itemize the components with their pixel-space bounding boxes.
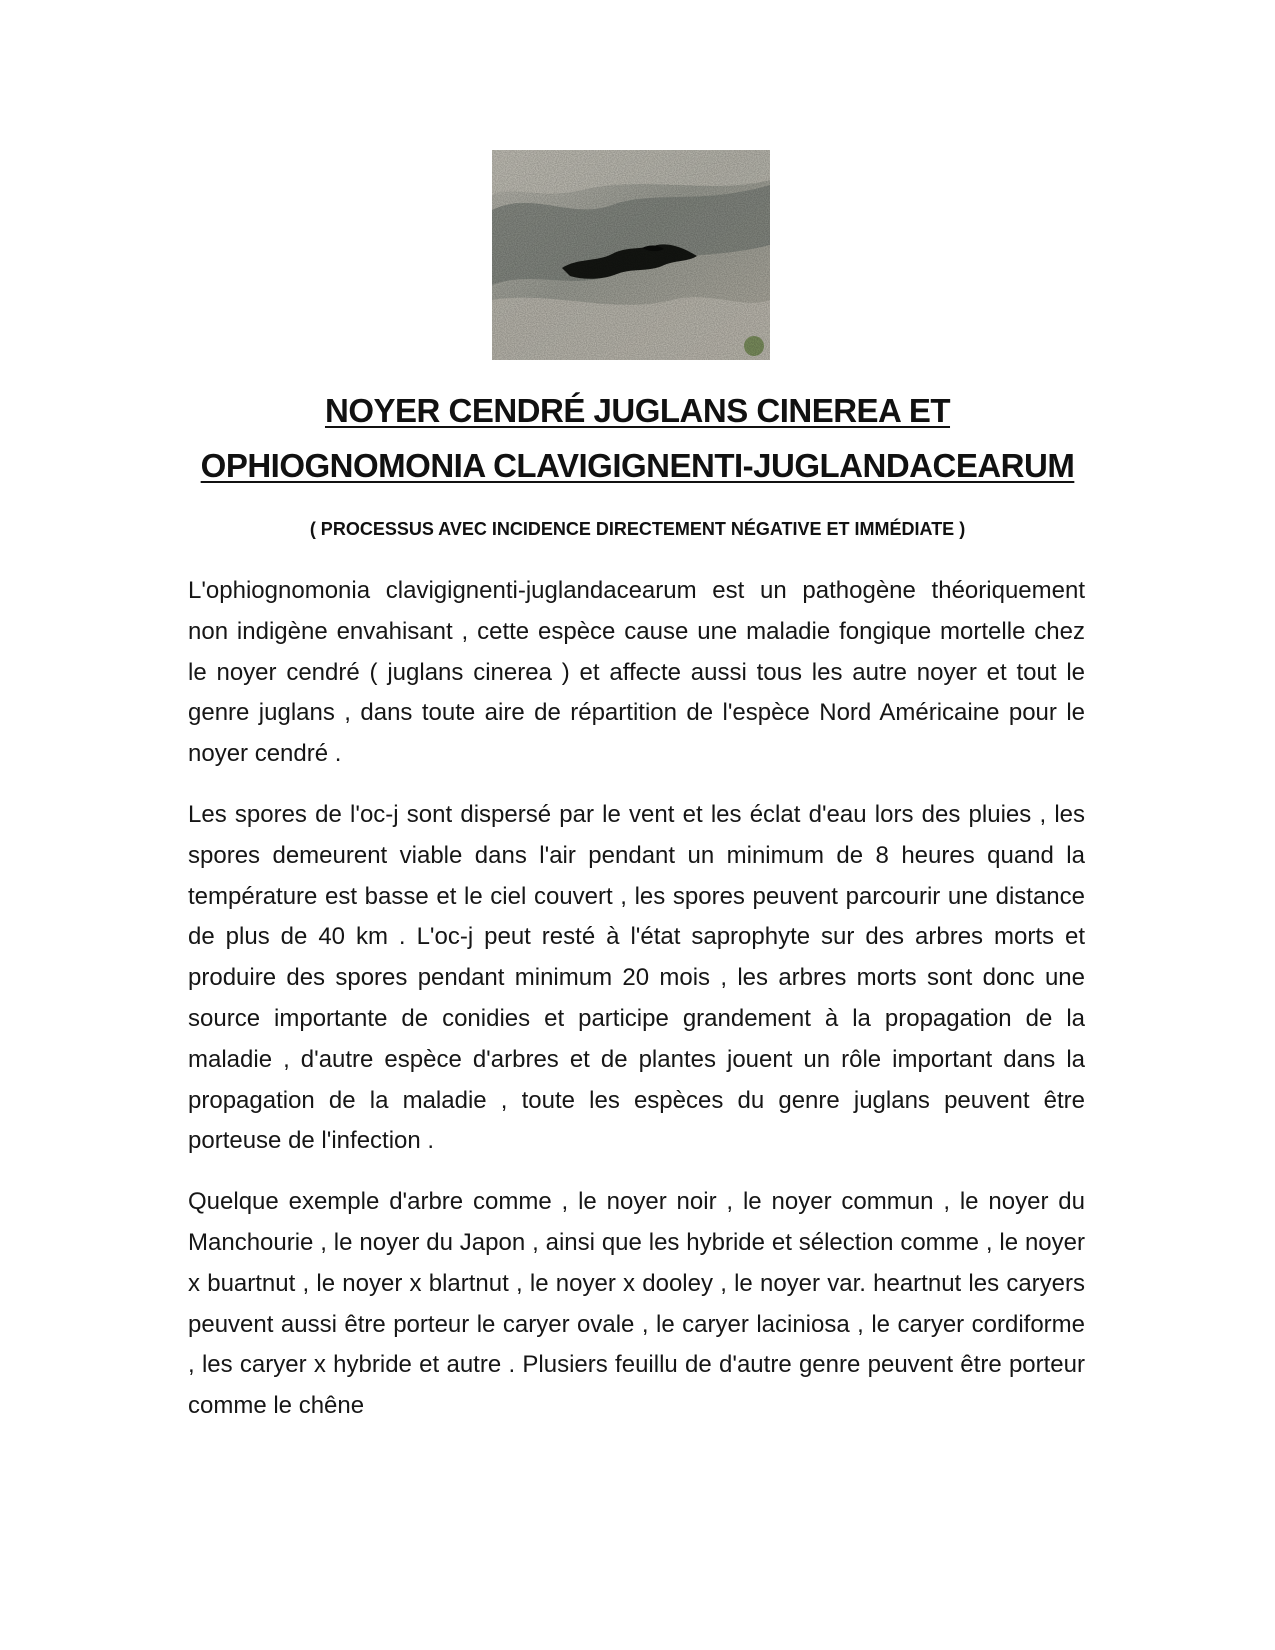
paragraph-3: Quelque exemple d'arbre comme , le noyer noir , le noyer commun , le noyer du Manchourie , le noyer du Japon , ainsi que les hybride et sélection comme , le noyer x buartnut , le noyer x blartnut , le noyer x dooley , le noyer var. heartnut les caryers peuvent aussi être porteur le caryer ovale , le caryer laciniosa , le caryer cordiforme , les caryer x hybride et autre . Plusiers feuillu de d'autre genre peuvent être porteur comme le chêne <box>188 1188 1085 1420</box>
paragraph-2: Les spores de l'oc-j sont dispersé par le vent et les éclat d'eau lors des pluies , les spores demeurent viable dans l'air pendant un minimum de 8 heures quand la température est basse et le ciel couvert , les spores peuvent parcourir une distance de plus de 40 km . L'oc-j peut resté à l'état saprophyte sur des arbres morts et produire des spores pendant minimum 20 mois , les arbres morts sont donc une source importante de conidies et participe grandement à la propagation de la maladie , d'autre espèce d'arbres et de plantes jouent un rôle important dans la propagation de la maladie , toute les espèces du genre juglans peuvent être porteuse de l'infection . <box>188 800 1085 1155</box>
bark-texture <box>492 150 770 360</box>
bark-canker-image <box>492 150 770 360</box>
document-subtitle: ( PROCESSUS AVEC INCIDENCE DIRECTEMENT NÉGATIVE ET IMMÉDIATE ) <box>309 519 966 539</box>
document-body <box>188 571 1085 1447</box>
document-title-line-1: NOYER CENDRÉ JUGLANS CINEREA ET <box>324 392 951 429</box>
bark-canker-photo <box>492 150 770 360</box>
document-title-line-2: OPHIOGNOMONIA CLAVIGIGNENTI-JUGLANDACEARUM <box>200 447 1075 484</box>
paragraph-1: L'ophiognomonia clavigignenti-juglandacearum est un pathogène théoriquement non indigène envahisant , cette espèce cause une maladie fongique mortelle chez le noyer cendré ( juglans cinerea ) et affecte aussi tous les autre noyer et tout le genre juglans , dans toute aire de répartition de l'espèce Nord Américaine pour le noyer cendré . <box>188 577 1085 768</box>
